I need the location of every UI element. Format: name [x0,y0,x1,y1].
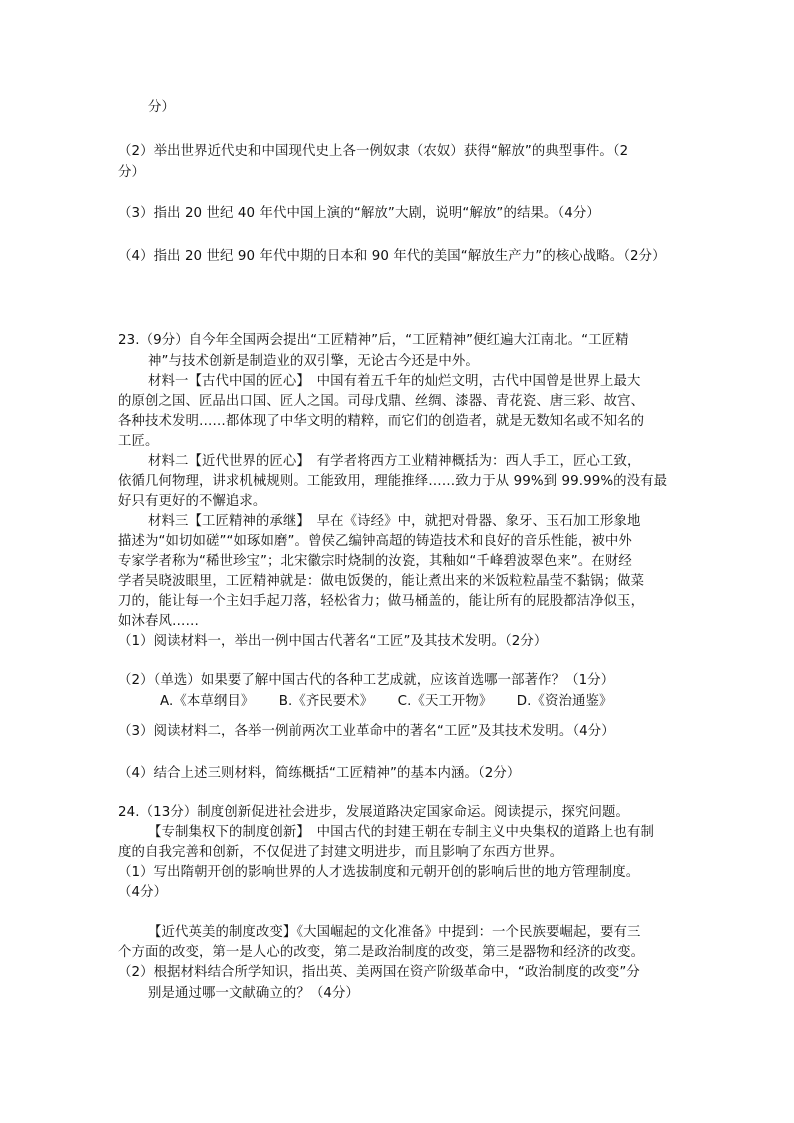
answer-options [160,692,632,712]
text-line: 的原创之国、匠品出口国、匠人之国。司母戊鼎、丝绸、漆器、青花瓷、唐三彩、故宫、 [118,394,645,409]
text-line: （3）阅读材料二，各举一例前两次工业革命中的著名“工匠”及其技术发明。（4分） [118,724,615,739]
text-line: 【专制集权下的制度创新】 中国古代的封建王朝在专制主义中央集权的道路上也有制 [148,825,654,840]
text-line: （1）写出隋朝开创的影响世界的人才选拔制度和元朝开创的影响后世的地方管理制度。 [118,865,640,880]
text-line: 分） [118,165,145,180]
text-line: 好只有更好的不懈追求。 [118,494,267,509]
text-line: （4分） [118,885,168,900]
option-c: C.《天工开物》 [397,694,493,709]
option-b: B.《齐民要术》 [278,694,374,709]
text-line: 各种技术发明……都体现了中华文明的精粹，而它们的创造者，就是无数知名或不知名的 [118,414,645,429]
text-line: 【近代英美的制度改变】《大国崛起的文化准备》中提到：一个民族要崛起，要有三 [148,925,641,940]
text-line: （2）根据材料结合所学知识，指出英、美两国在资产阶级革命中，“政治制度的改变”分 [118,965,640,980]
text-line: （3）指出 20 世纪 40 年代中国上演的“解放”大剧，说明“解放”的结果。（4分） [118,206,600,221]
question-24-header: 24.（13分）制度创新促进社会进步，发展道路决定国家命运。阅读提示，探究问题。 [118,805,630,820]
text-line: 神”与技术创新是制造业的双引擎，无论古今还是中外。 [148,354,479,369]
text-line: 如沐春风…… [118,614,199,629]
text-line: 分） [148,100,175,115]
text-line: 个方面的改变，第一是人心的改变，第二是政治制度的改变，第三是器物和经济的改变。 [118,945,645,960]
text-line: 材料三【工匠精神的承继】 早在《诗经》中，就把对骨器、象牙、玉石加工形象地 [148,514,641,529]
text-line: 工匠。 [118,434,159,449]
text-line: 材料一【古代中国的匠心】 中国有着五千年的灿烂文明，古代中国曾是世界上最大 [148,374,641,389]
text-line: （2）举出世界近代史和中国现代史上各一例奴隶（农奴）获得“解放”的典型事件。（2 [118,144,629,159]
text-line: （1）阅读材料一，举出一例中国古代著名“工匠”及其技术发明。（2分） [118,634,548,649]
option-d: D.《资治通鉴》 [516,694,613,709]
text-line: 别是通过哪一文献确立的？（4分） [148,986,359,1001]
text-line: （2）（单选）如果要了解中国古代的各种工艺成就，应该首选哪一部著作？（1分） [118,673,615,688]
text-line: 专家学者称为“稀世珍宝”；北宋徽宗时烧制的汝瓷，其釉如“千峰碧波翠色来”。在财经 [118,554,632,569]
text-line: 度的自我完善和创新，不仅促进了封建文明进步，而且影响了东西方世界。 [118,845,564,860]
text-line: 描述为“如切如磋”“如琢如磨”。曾侯乙编钟高超的铸造技术和良好的音乐性能，被中外 [118,534,632,549]
text-line: 学者吴晓波眼里，工匠精神就是：做电饭煲的，能让煮出来的米饭粒粒晶莹不黏锅；做菜 [118,574,645,589]
text-line: 依循几何物理，讲求机械规则。工能致用，理能推绎……致力于从 99%到 99.99%的没有最 [118,474,668,489]
option-a: A.《本草纲目》 [160,694,255,709]
text-line: 刀的，能让每一个主妇手起刀落，轻松省力；做马桶盖的，能让所有的屁股都洁净似玉， [118,594,645,609]
text-line: （4）指出 20 世纪 90 年代中期的日本和 90 年代的美国“解放生产力”的核心战略。（2分） [118,249,666,264]
question-23-header: 23.（9分）自今年全国两会提出“工匠精神”后，“工匠精神”便红遍大江南北。“工匠精 [118,333,629,348]
text-line: 材料二【近代世界的匠心】 有学者将西方工业精神概括为：西人手工，匠心工致， [148,454,641,469]
text-line: （4）结合上述三则材料，简练概括“工匠精神”的基本内涵。（2分） [118,766,521,781]
